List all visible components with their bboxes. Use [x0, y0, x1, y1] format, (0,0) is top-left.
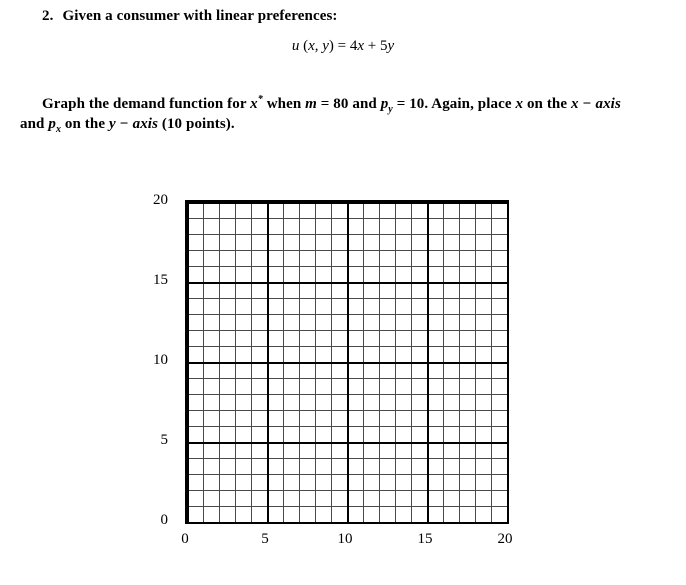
equation-segment: ) = 4 — [328, 38, 358, 54]
text-segment: (10 points). — [158, 116, 235, 132]
text-segment: on the — [61, 116, 109, 132]
x-axis-tick-label: 10 — [337, 531, 353, 547]
problem-heading — [42, 8, 338, 25]
x-axis-tick-label: 5 — [261, 531, 269, 547]
x-axis-tick-label: 20 — [497, 531, 513, 547]
equation-segment: u — [291, 38, 300, 54]
y-axis-tick-label: 5 — [160, 432, 168, 448]
math-segment: x* — [250, 94, 263, 112]
text-segment: = 10. Again, place — [392, 96, 516, 112]
equation-segment: y — [387, 38, 395, 54]
y-axis-tick-label: 10 — [153, 352, 168, 368]
y-axis-tick-label: 15 — [153, 272, 168, 288]
equation-segment: x — [357, 38, 365, 54]
problem-number: 2. — [42, 8, 54, 24]
y-axis-tick-label: 0 — [160, 512, 168, 528]
equation-segment: ( — [299, 38, 309, 54]
x-axis-tick-label: 0 — [181, 531, 189, 547]
text-segment: when — [262, 96, 306, 112]
text-segment: and — [20, 116, 49, 132]
instruction-line-1 — [42, 96, 621, 113]
math-segment: y − axis — [108, 116, 159, 132]
utility-equation — [0, 38, 686, 55]
x-axis-tick-label: 15 — [417, 531, 433, 547]
math-segment: m — [305, 96, 317, 112]
equation-segment: x, y — [308, 38, 329, 54]
y-axis-tick-label: 20 — [153, 192, 168, 208]
equation-segment: + 5 — [364, 38, 388, 54]
problem-statement: Given a consumer with linear preferences: — [62, 8, 338, 24]
text-segment: on the — [523, 96, 571, 112]
graph-grid — [185, 200, 509, 524]
math-segment: x — [515, 96, 524, 112]
subscript-y: y — [388, 104, 393, 115]
subscript-x: x — [55, 124, 62, 135]
text-segment: = 80 and — [316, 96, 381, 112]
instruction-line-2 — [20, 116, 235, 133]
text-segment: Graph the demand function for — [42, 96, 251, 112]
math-segment: $p_y$ — [380, 96, 393, 115]
math-segment: x − axis — [570, 96, 621, 112]
superscript-star: * — [257, 94, 263, 105]
math-segment: $p_x$ — [48, 116, 62, 135]
